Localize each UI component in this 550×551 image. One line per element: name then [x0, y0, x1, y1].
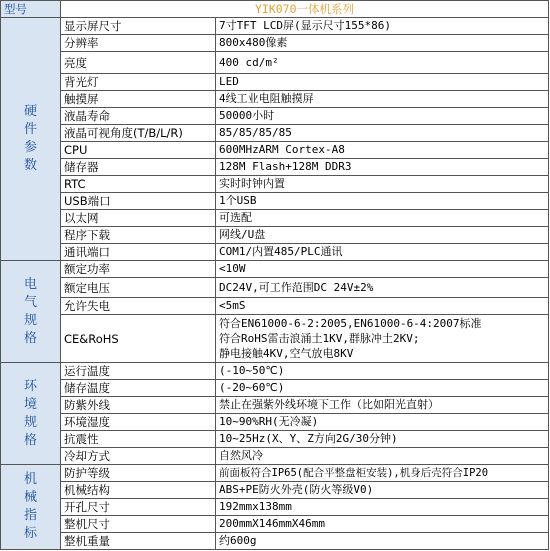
- row-label: 触摸屏: [61, 91, 216, 108]
- ce-line: 符合RoHS雷击浪涌土1KV,群脉冲土2KV;: [219, 332, 420, 345]
- table-row: [1, 533, 549, 550]
- row-value: DC24V,可工作范围DC 24V±2%: [216, 278, 549, 298]
- row-label: 液晶可视角度(T/B/L/R): [61, 125, 216, 142]
- table-row: [1, 380, 549, 397]
- table-row: [1, 210, 549, 227]
- row-label: 显示屏尺寸: [61, 18, 216, 35]
- table-row: [1, 448, 549, 465]
- row-label: 亮度: [61, 52, 216, 74]
- table-row: [1, 298, 549, 315]
- row-value: 200mmX146mmX46mm: [216, 516, 549, 533]
- table-row: [1, 261, 549, 278]
- row-value: 128M Flash+128M DDR3: [216, 159, 549, 176]
- table-row: [1, 499, 549, 516]
- table-row: [1, 516, 549, 533]
- table-row: [1, 176, 549, 193]
- row-value: 800x480像素: [216, 35, 549, 52]
- table-row: [1, 465, 549, 482]
- table-row: [1, 142, 549, 159]
- table-row: [1, 397, 549, 414]
- row-value: 可选配: [216, 210, 549, 227]
- group-hardware: 硬 件 参 数: [1, 18, 61, 261]
- row-value: 4线工业电阻触摸屏: [216, 91, 549, 108]
- row-value: <10W: [216, 261, 549, 278]
- ce-line: 符合EN61000-6-2:2005,EN61000-6-4:2007标准: [219, 317, 482, 330]
- model-header: 型号: [1, 1, 61, 18]
- row-label: 额定功率: [61, 261, 216, 278]
- row-label: 环境湿度: [61, 414, 216, 431]
- table-row: [1, 35, 549, 52]
- row-label: 抗震性: [61, 431, 216, 448]
- row-value: 禁止在强紫外线环境下工作（比如阳光直射）: [216, 397, 549, 414]
- table-row: [1, 18, 549, 35]
- row-value: (-10~50℃): [216, 363, 549, 380]
- row-label: 背光灯: [61, 74, 216, 91]
- row-value: 600MHzARM Cortex-A8: [216, 142, 549, 159]
- row-value: 前面板符合IP65(配合平整盘柜安装),机身后壳符合IP20: [216, 465, 549, 482]
- row-value: <5mS: [216, 298, 549, 315]
- table-row: [1, 193, 549, 210]
- table-row: [1, 91, 549, 108]
- table-row: [1, 244, 549, 261]
- row-label: 防紫外线: [61, 397, 216, 414]
- row-label: RTC: [61, 176, 216, 193]
- row-label: USB端口: [61, 193, 216, 210]
- row-value: COM1/内置485/PLC通讯: [216, 244, 549, 261]
- row-value-multiline: [216, 315, 549, 363]
- row-label: 分辨率: [61, 35, 216, 52]
- row-value: 实时时钟内置: [216, 176, 549, 193]
- table-row: [1, 414, 549, 431]
- row-label: 允许失电: [61, 298, 216, 315]
- row-value: 自然风冷: [216, 448, 549, 465]
- row-value: 50000小时: [216, 108, 549, 125]
- series-title: YIK070一体机系列: [61, 1, 549, 18]
- row-label: 防护等级: [61, 465, 216, 482]
- row-value: 约600g: [216, 533, 549, 550]
- row-label: 开孔尺寸: [61, 499, 216, 516]
- group-mechanical: 机 械 指 标: [1, 465, 61, 550]
- row-label: 额定电压: [61, 278, 216, 298]
- row-value: LED: [216, 74, 549, 91]
- row-label: 冷却方式: [61, 448, 216, 465]
- row-label: CPU: [61, 142, 216, 159]
- row-value: 85/85/85/85: [216, 125, 549, 142]
- row-value: 10~25Hz(X、Y、Z方向2G/30分钟): [216, 431, 549, 448]
- row-value: 10~90%RH(无冷凝): [216, 414, 549, 431]
- row-value: 400 cd/m²: [216, 52, 549, 74]
- row-label: 储存温度: [61, 380, 216, 397]
- row-label: 整机重量: [61, 533, 216, 550]
- table-row: [1, 363, 549, 380]
- group-electrical: 电 气 规 格: [1, 261, 61, 363]
- row-label: 储存器: [61, 159, 216, 176]
- row-label: 以太网: [61, 210, 216, 227]
- table-row: [1, 482, 549, 499]
- table-row: [1, 227, 549, 244]
- row-label: 整机尺寸: [61, 516, 216, 533]
- row-value: (-20~60℃): [216, 380, 549, 397]
- table-row: [1, 431, 549, 448]
- header-row: [1, 1, 549, 18]
- row-value: 7寸TFT LCD屏(显示尺寸155*86): [216, 18, 549, 35]
- table-row: [1, 108, 549, 125]
- row-label: 程序下载: [61, 227, 216, 244]
- row-value: 网线/U盘: [216, 227, 549, 244]
- group-environment: 环 境 规 格: [1, 363, 61, 465]
- table-row: [1, 278, 549, 298]
- table-row: [1, 315, 549, 363]
- row-value: 192mmx138mm: [216, 499, 549, 516]
- table-row: [1, 52, 549, 74]
- row-label: 机械结构: [61, 482, 216, 499]
- row-label: 通讯端口: [61, 244, 216, 261]
- table-row: [1, 74, 549, 91]
- table-row: [1, 159, 549, 176]
- row-label: 液晶寿命: [61, 108, 216, 125]
- row-label: 运行温度: [61, 363, 216, 380]
- row-value: ABS+PE防火外壳(防火等级V0): [216, 482, 549, 499]
- row-value: 1个USB: [216, 193, 549, 210]
- table-row: [1, 125, 549, 142]
- ce-line: 静电接触4KV,空气放电8KV: [219, 347, 354, 360]
- row-label: CE&RoHS: [61, 315, 216, 363]
